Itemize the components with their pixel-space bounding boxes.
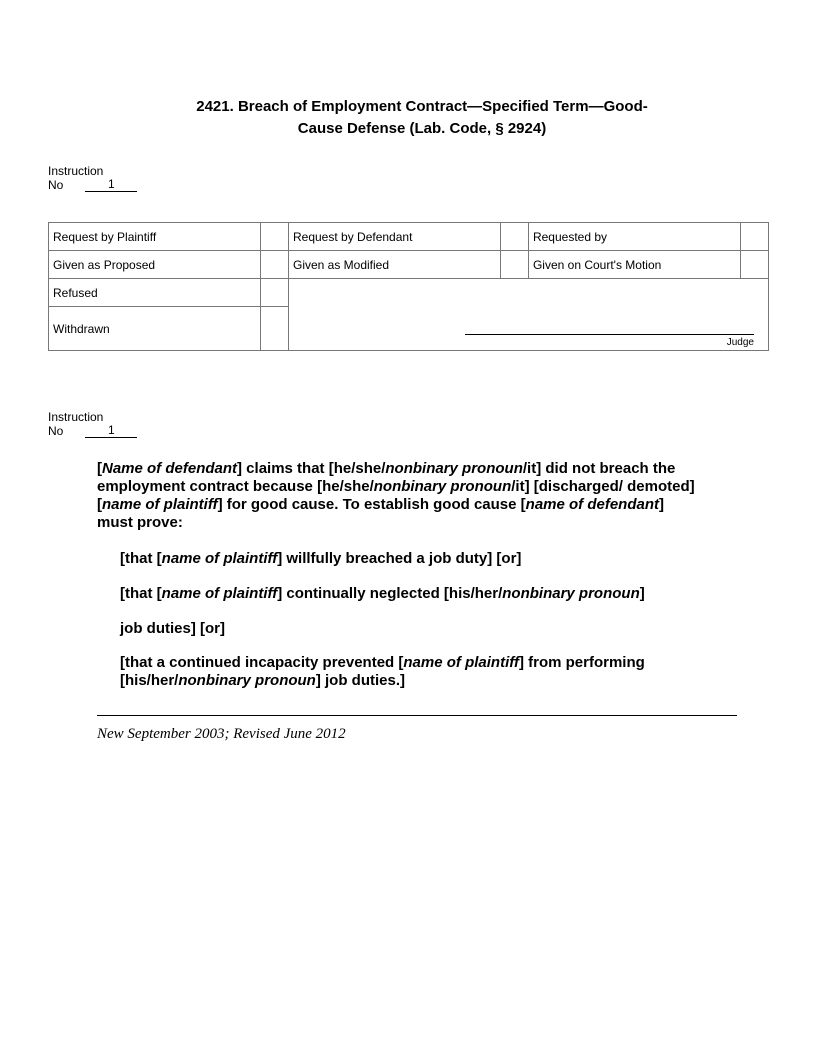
instruction-no-value: 1 [85,178,137,192]
body-paragraph-intro: [Name of defendant] claims that [he/she/nonbinary pronoun/it] did not breach the employment contract because [he/she/nonbinary pronoun/it] [discharged/ demoted] [name of plaintiff] for good cause. To establish good cause [name of defendant] must prove: [97,460,695,531]
body-element-job-duties: job duties] [or] [120,620,225,637]
body-element-willful-breach: [that [name of plaintiff] willfully breached a job duty] [or] [120,550,522,567]
title-line-2: Cause Defense (Lab. Code, § 2924) [297,120,547,137]
request-table [48,222,769,351]
judge-signature-cell [288,279,768,351]
instruction-no-label: No [48,424,64,438]
body-element-neglect: [that [name of plaintiff] continually neglected [his/her/nonbinary pronoun] [120,585,645,602]
refused-label: Refused [49,279,261,307]
judge-signature-line[interactable] [465,334,754,335]
given-as-proposed-box[interactable] [261,251,289,279]
request-by-plaintiff-label: Request by Plaintiff [49,223,261,251]
given-as-proposed-label: Given as Proposed [49,251,261,279]
footer-divider [97,715,737,716]
withdrawn-box[interactable] [261,307,289,351]
given-as-modified-box[interactable] [501,251,529,279]
given-on-courts-motion-box[interactable] [741,251,769,279]
body-element-incapacity: [that a continued incapacity prevented [name of plaintiff] from performing [his/her/nonbinary pronoun] job duties.] [120,654,645,689]
instruction-label: Instruction [48,410,104,424]
given-on-courts-motion-label: Given on Court's Motion [528,251,740,279]
requested-by-label: Requested by [528,223,740,251]
request-by-plaintiff-box[interactable] [261,223,289,251]
instruction-no-value: 1 [85,424,137,438]
given-as-modified-label: Given as Modified [288,251,500,279]
instruction-label: Instruction [48,164,104,178]
history-note: New September 2003; Revised June 2012 [97,726,346,742]
instruction-body [97,460,697,690]
instruction-number-bottom [48,410,137,438]
refused-box[interactable] [261,279,289,307]
requested-by-box[interactable] [741,223,769,251]
title-line-1: 2421. Breach of Employment Contract—Specified Term—Good- [196,98,648,115]
withdrawn-label: Withdrawn [49,307,261,351]
instruction-number-top [48,164,137,192]
instruction-no-label: No [48,178,64,192]
request-by-defendant-box[interactable] [501,223,529,251]
document-title [0,96,816,140]
judge-label: Judge [726,337,754,348]
request-by-defendant-label: Request by Defendant [288,223,500,251]
